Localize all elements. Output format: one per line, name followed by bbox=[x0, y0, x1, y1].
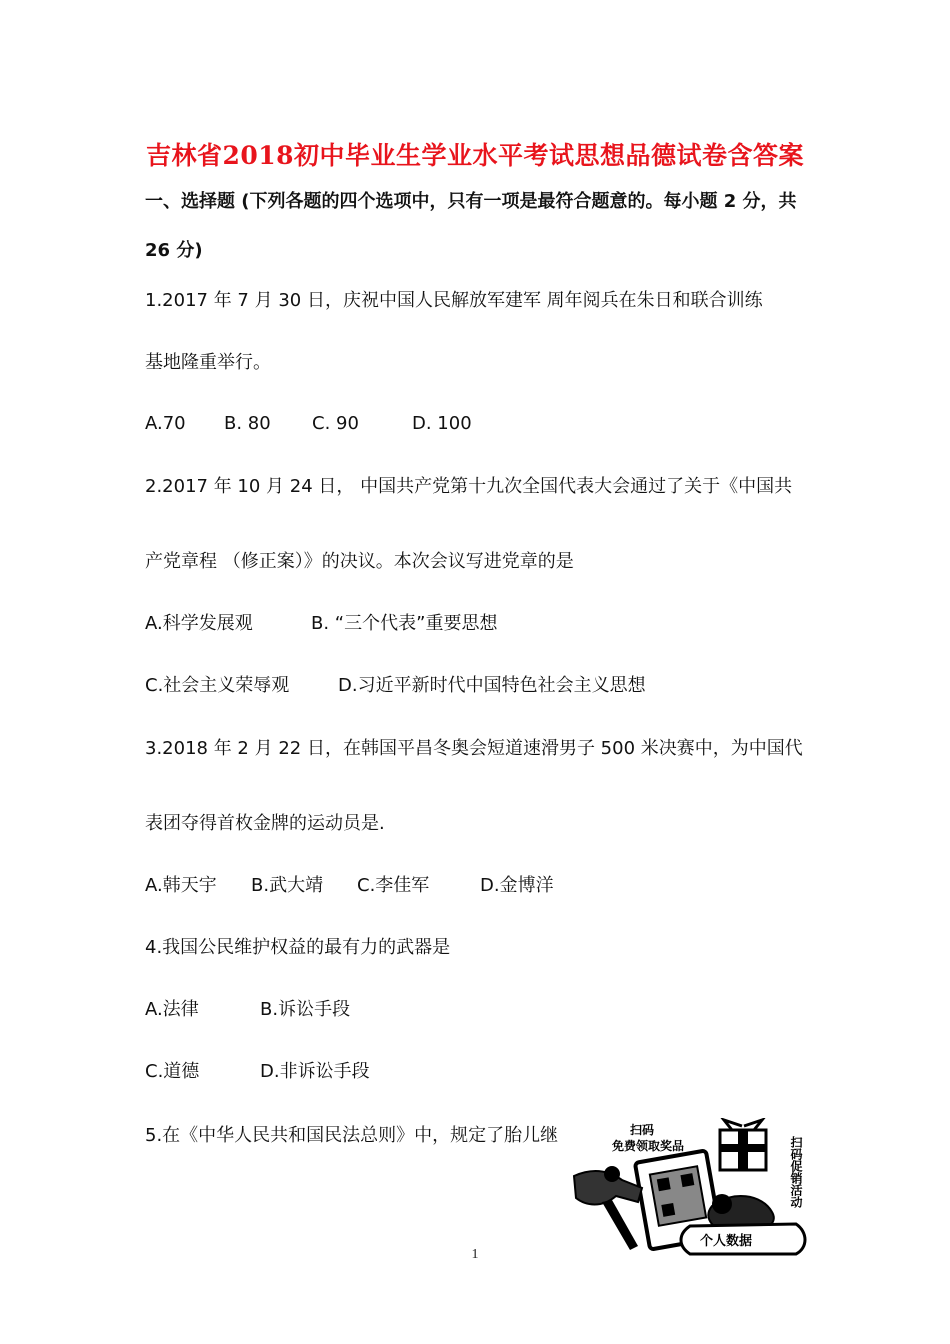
cartoon-caption-top-1: 扫码 bbox=[630, 1123, 655, 1137]
question-4-options-row1 bbox=[145, 998, 350, 1022]
cartoon-illustration bbox=[572, 1118, 817, 1258]
question-1-options bbox=[145, 412, 472, 436]
question-2-options-row2 bbox=[145, 674, 646, 698]
gift-box-icon bbox=[720, 1120, 766, 1170]
page-number: 1 bbox=[471, 1247, 479, 1262]
option-d: D.金博洋 bbox=[480, 875, 554, 896]
cartoon-drawing bbox=[572, 1118, 817, 1258]
option-c: C. 90 bbox=[312, 413, 359, 434]
question-2-stem: 2.2017 年 10 月 24 日， 中国共产党第十九次全国代表大会通过了关于《中国共 bbox=[145, 476, 793, 497]
question-5-stem: 5.在《中华人民共和国民法总则》中，规定了胎儿继 bbox=[145, 1125, 559, 1146]
question-2-stem-cont: 产党章程 （修正案）》的决议。本次会议写进党章的是 bbox=[145, 551, 574, 572]
question-3-stem-cont: 表团夺得首枚金牌的运动员是. bbox=[145, 813, 385, 834]
option-c: C.李佳军 bbox=[357, 875, 430, 896]
question-4-options-row2 bbox=[145, 1060, 370, 1084]
cartoon-label-bottom: 个人数据 bbox=[700, 1234, 753, 1249]
grabbing-hand-icon bbox=[574, 1166, 642, 1250]
option-c: C.道德 bbox=[145, 1061, 200, 1082]
option-d: D.习近平新时代中国特色社会主义思想 bbox=[338, 675, 646, 696]
document-title: 吉林省2018初中毕业生学业水平考试思想品德试卷含答案 bbox=[145, 141, 805, 170]
option-b: B.诉讼手段 bbox=[260, 999, 351, 1020]
option-a: A.70 bbox=[145, 413, 186, 434]
question-3-stem: 3.2018 年 2 月 22 日，在韩国平昌冬奥会短道速滑男子 500 米决赛中，为中国代 bbox=[145, 738, 803, 759]
option-b: B. 80 bbox=[224, 413, 271, 434]
option-d: D.非诉讼手段 bbox=[260, 1061, 370, 1082]
cartoon-caption-top-2: 免费领取奖品 bbox=[612, 1139, 685, 1153]
section-heading-cont: 26 分) bbox=[145, 240, 203, 261]
question-1-stem-cont: 基地隆重举行。 bbox=[145, 352, 271, 373]
section-heading: 一、选择题 (下列各题的四个选项中，只有一项是最符合题意的。每小题 2 分，共 bbox=[145, 191, 797, 212]
option-d: D. 100 bbox=[412, 413, 472, 434]
cartoon-caption-side: 扫码促销活动 bbox=[789, 1136, 803, 1208]
option-b: B.武大靖 bbox=[251, 875, 324, 896]
option-c: C.社会主义荣辱观 bbox=[145, 675, 290, 696]
question-1-stem: 1.2017 年 7 月 30 日，庆祝中国人民解放军建军 周年阅兵在朱日和联合训练 bbox=[145, 290, 763, 311]
question-2-options-row1 bbox=[145, 612, 497, 636]
option-a: A.法律 bbox=[145, 999, 199, 1020]
option-b: B. “三个代表”重要思想 bbox=[311, 613, 498, 634]
option-a: A.科学发展观 bbox=[145, 613, 253, 634]
question-3-options bbox=[145, 874, 554, 898]
option-a: A.韩天宇 bbox=[145, 875, 217, 896]
question-4-stem: 4.我国公民维护权益的最有力的武器是 bbox=[145, 937, 451, 958]
